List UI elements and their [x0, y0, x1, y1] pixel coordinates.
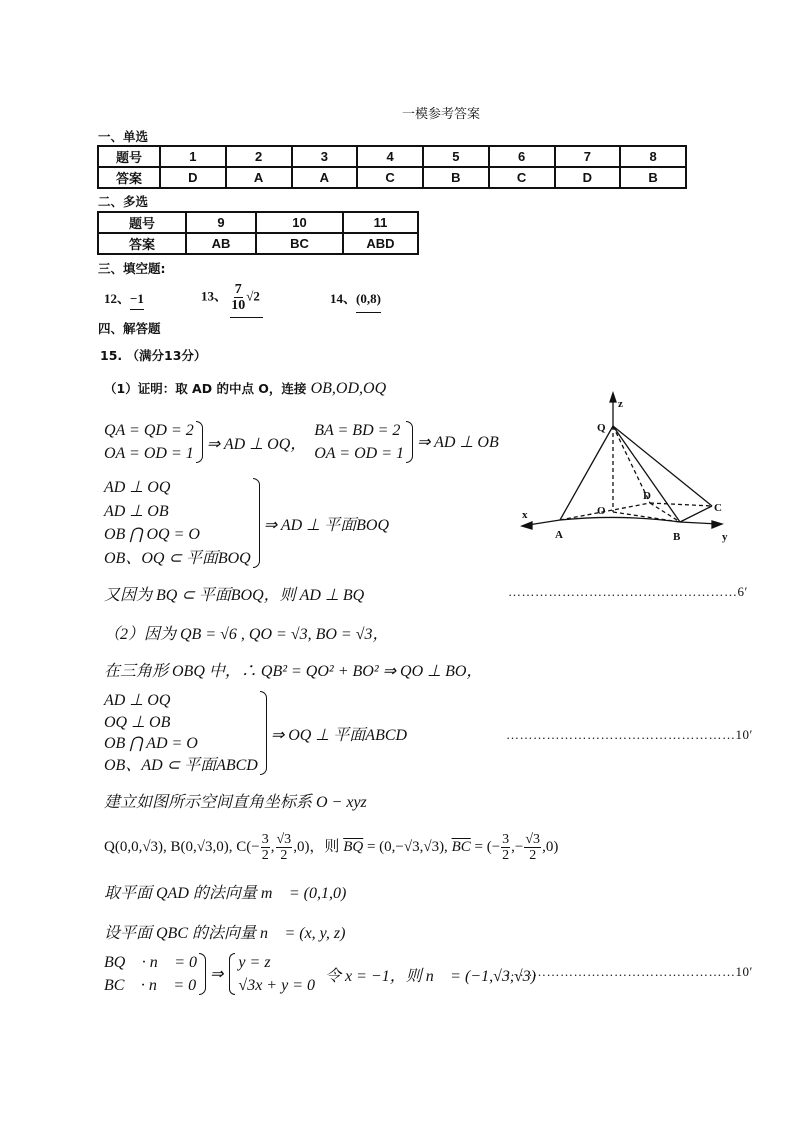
single-choice-table	[97, 145, 687, 189]
brace	[196, 421, 203, 463]
dot-leader: ……………………………………………	[508, 584, 738, 599]
label-B: B	[673, 531, 681, 543]
equation: AD ⊥ OQ	[104, 692, 171, 709]
implication: ⇒ OQ ⊥ 平面ABCD	[270, 726, 408, 744]
equation: BA = BD = 2	[314, 422, 401, 439]
edge-QC	[613, 426, 712, 506]
brace	[253, 478, 260, 568]
part1-conclusion: 又因为 BQ ⊂ 平面BOQ，则 AD ⊥ BQ	[104, 587, 365, 604]
coordinates-line	[104, 832, 558, 863]
question-label: 12、	[104, 291, 131, 306]
table-header: 题号	[98, 212, 186, 233]
part2-line1: （2）因为 QB = √6 , QO = √3, BO = √3，	[104, 626, 389, 643]
part2-system-row	[104, 690, 407, 776]
equation: AD ⊥ OB	[104, 502, 169, 520]
equation: OB ⋂ OQ = O	[104, 526, 200, 543]
table-cell: 6	[489, 146, 555, 167]
multi-choice-table	[97, 211, 419, 255]
page-title: 一模参考答案	[402, 107, 481, 122]
equation: AD ⊥ OQ	[104, 479, 171, 496]
table-cell: C	[489, 167, 555, 188]
equation: OB ⋂ AD = O	[104, 735, 198, 752]
table-row	[98, 212, 418, 233]
score-marker	[506, 964, 753, 980]
label-D: D	[643, 490, 651, 502]
score: 10′	[735, 727, 753, 742]
fraction-denominator: 2	[261, 848, 269, 863]
table-cell: 8	[620, 146, 686, 167]
radical: √2	[246, 288, 260, 304]
question-15-title: 15. （满分13分）	[100, 348, 207, 363]
fraction-numerator: 3	[261, 832, 269, 847]
table-cell: B	[620, 167, 686, 188]
section-multi-choice-heading: 二、多选	[98, 194, 149, 209]
vector-BQ: $\overline{BQ}$	[343, 838, 364, 855]
table-cell: 3	[292, 146, 358, 167]
label-z: z	[618, 398, 623, 410]
text: ,−	[511, 838, 524, 855]
fraction-denominator: 2	[502, 848, 510, 863]
text: Q(0,0,√3), B(0,√3,0), C(−	[104, 838, 260, 855]
equation: BC⃗ · n⃗ = 0	[104, 977, 197, 994]
table-cell: ABD	[343, 233, 418, 254]
fraction-denominator: 2	[280, 848, 288, 863]
question-label: 13、	[201, 288, 228, 304]
table-cell: A	[292, 167, 358, 188]
system-5	[104, 951, 197, 997]
table-cell: AB	[186, 233, 256, 254]
score-marker	[506, 727, 753, 743]
system-3	[104, 476, 251, 570]
answer-value: −1	[130, 291, 144, 310]
label-C: C	[714, 502, 722, 514]
y-arrow-icon	[712, 521, 722, 528]
edge-BC	[680, 506, 712, 522]
system-6	[238, 951, 315, 997]
dot-leader: ……………………………………………	[506, 727, 736, 742]
table-cell: 11	[343, 212, 418, 233]
section-fill-blank-heading: 三、填空题:	[98, 261, 166, 276]
brace	[406, 421, 413, 463]
intro-text: （1）证明：取 AD 的中点 O，连接	[104, 381, 307, 396]
brace	[199, 953, 206, 995]
implication: ⇒ AD ⊥ OB	[417, 434, 499, 451]
normal-vector-m: 取平面 QAD 的法向量 m⃗ = (0,1,0)	[104, 885, 347, 902]
table-cell: 9	[186, 212, 256, 233]
label-Q: Q	[597, 422, 606, 434]
part2-final-system-row	[104, 951, 536, 997]
table-row	[98, 146, 686, 167]
label-x: x	[522, 509, 528, 521]
answer-12	[104, 288, 144, 307]
equation: y = z	[238, 954, 271, 971]
equation: OA = OD = 1	[314, 445, 404, 462]
implication: ⇒ AD ⊥ OQ，	[206, 435, 307, 453]
implication: ⇒ AD ⊥ 平面BOQ	[263, 516, 390, 534]
part1-system-3-row	[104, 476, 389, 570]
system-2	[314, 419, 404, 465]
text: ,	[270, 838, 275, 855]
equation: √3x + y = 0	[238, 977, 315, 994]
equation: OQ ⊥ OB	[104, 713, 171, 731]
table-header: 答案	[98, 233, 186, 254]
table-cell: C	[357, 167, 423, 188]
question-label: 14、	[330, 291, 357, 306]
equation: OA = OD = 1	[104, 445, 194, 462]
score: 10′	[735, 964, 753, 979]
system-1	[104, 419, 194, 465]
text: = (0,−√3,√3),	[363, 838, 452, 855]
table-cell: B	[423, 167, 489, 188]
answer-value: (0,8)	[356, 291, 381, 313]
table-header: 题号	[98, 146, 160, 167]
dot-leader: ……………………………………………	[506, 964, 736, 979]
table-cell: 2	[226, 146, 292, 167]
part1-systems-row	[104, 419, 499, 465]
section-single-choice-heading: 一、单选	[98, 129, 149, 144]
x-axis	[528, 520, 560, 525]
equation: BQ⃗ · n⃗ = 0	[104, 954, 198, 971]
coordinate-system-line: 建立如图所示空间直角坐标系 O − xyz	[104, 794, 367, 811]
y-axis	[560, 517, 718, 524]
equation: OB、AD ⊂ 平面ABCD	[104, 756, 258, 774]
left-brace	[229, 953, 235, 995]
text: ,0)，则	[293, 838, 344, 855]
table-header: 答案	[98, 167, 160, 188]
fraction-numerator: 3	[502, 832, 510, 847]
fraction-denominator: 10	[231, 298, 246, 313]
answer-14	[330, 288, 381, 307]
fraction-numerator: 7	[234, 282, 242, 297]
part2-line2: 在三角形 OBQ 中，∴ QB² = QO² + BO² ⇒ QO ⊥ BO，	[104, 663, 483, 680]
solution-n: 令 x = −1，则 n⃗ = (−1,√3,√3)	[325, 967, 536, 985]
section-solution-heading: 四、解答题	[98, 321, 161, 336]
brace	[260, 691, 267, 775]
implication-arrow: ⇒	[210, 966, 224, 983]
answer-13	[201, 282, 263, 318]
fraction-numerator: √3	[276, 832, 292, 847]
intro-math: OB,OD,OQ	[310, 380, 387, 397]
label-y: y	[722, 531, 728, 543]
table-cell: D	[555, 167, 621, 188]
fraction-denominator: 2	[529, 848, 537, 863]
table-cell: D	[160, 167, 226, 188]
table-cell: BC	[256, 233, 343, 254]
text: ,0)	[542, 838, 559, 855]
edge-DC	[650, 503, 712, 506]
table-cell: A	[226, 167, 292, 188]
table-row	[98, 233, 418, 254]
vector-BC: $\overline{BC}$	[451, 838, 471, 855]
pyramid-figure	[500, 390, 740, 550]
table-cell: 7	[555, 146, 621, 167]
table-cell: 5	[423, 146, 489, 167]
table-cell: 1	[160, 146, 226, 167]
label-A: A	[555, 529, 563, 541]
part1-intro	[104, 379, 386, 398]
equation: OB、OQ ⊂ 平面BOQ	[104, 549, 251, 567]
table-cell: 4	[357, 146, 423, 167]
fraction-numerator: √3	[525, 832, 541, 847]
equation: QA = QD = 2	[104, 422, 194, 439]
normal-vector-n: 设平面 QBC 的法向量 n⃗ = (x, y, z)	[104, 925, 346, 942]
score-marker	[508, 584, 748, 600]
system-4	[104, 690, 258, 776]
z-arrow-icon	[610, 393, 616, 402]
label-O: O	[597, 505, 606, 517]
table-row	[98, 167, 686, 188]
x-arrow-icon	[522, 522, 532, 529]
text: = (−	[470, 838, 501, 855]
score: 6′	[737, 584, 748, 599]
answer-value	[230, 282, 263, 318]
table-cell: 10	[256, 212, 343, 233]
